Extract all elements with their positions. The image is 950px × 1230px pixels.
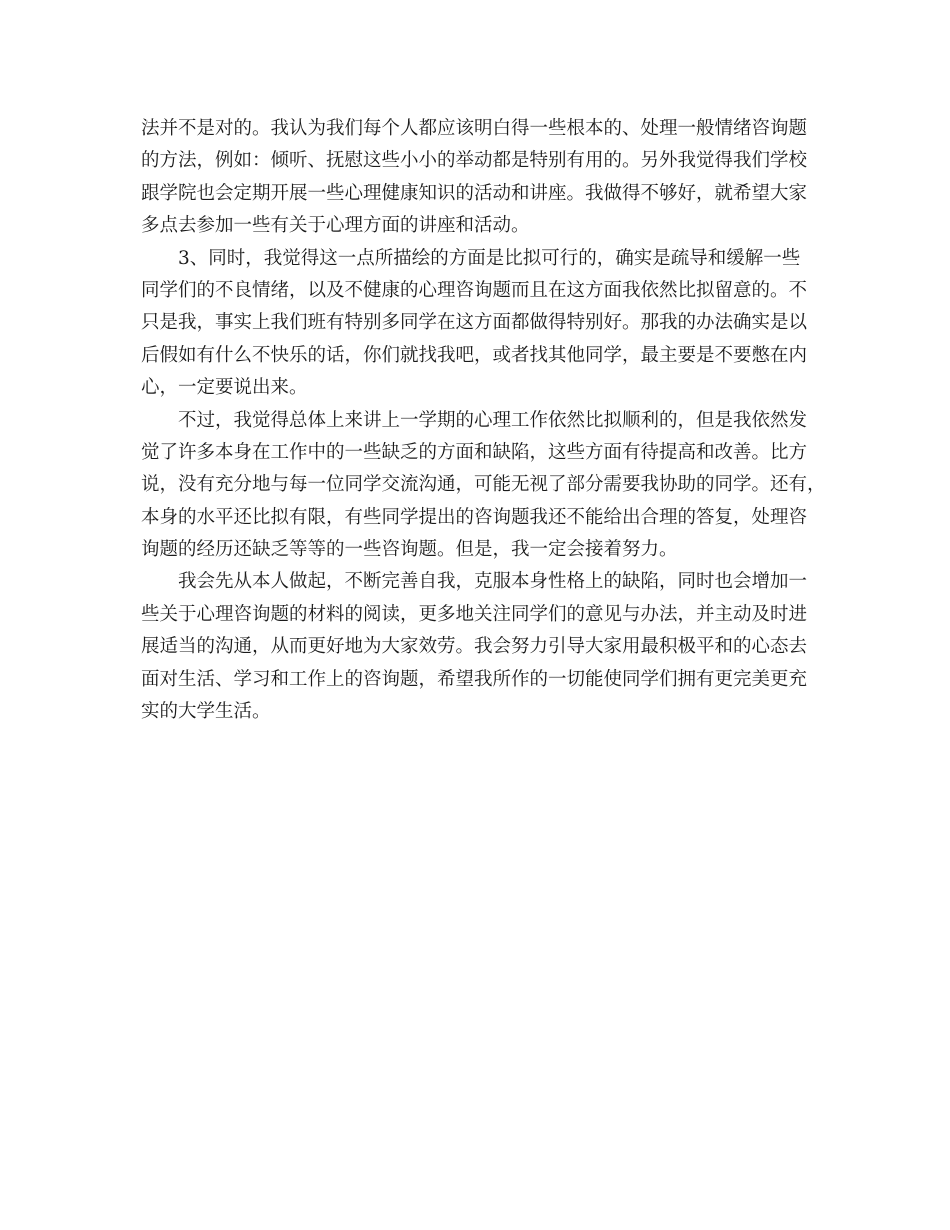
text-line: 我会先从本人做起，不断完善自我，克服本身性格上的缺陷，同时也会增加一: [178, 571, 808, 593]
text-line: 展适当的沟通，从而更好地为大家效劳。我会努力引导大家用最积极平和的心态去: [141, 636, 808, 658]
text-line: 说，没有充分地与每一位同学交流沟通，可能无视了部分需要我协助的同学。还有，: [141, 474, 826, 496]
text-line: 些关于心理咨询题的材料的阅读，更多地关注同学们的意见与办法，并主动及时进: [141, 603, 808, 625]
text-line: 觉了许多本身在工作中的一些缺乏的方面和缺陷，这些方面有待提高和改善。比方: [141, 441, 808, 463]
text-line: 3、同时，我觉得这一点所描绘的方面是比拟可行的，确实是疏导和缓解一些: [178, 247, 801, 269]
paragraph-3: [141, 405, 826, 567]
text-line: 同学们的不良情绪，以及不健康的心理咨询题而且在这方面我依然比拟留意的。不: [141, 279, 808, 301]
text-line: 面对生活、学习和工作上的咨询题，希望我所作的一切能使同学们拥有更完美更充: [141, 668, 808, 690]
text-line: 询题的经历还缺乏等等的一些咨询题。但是，我一定会接着努力。: [141, 539, 678, 561]
text-line: 的方法，例如：倾听、抚慰这些小小的举动都是特别有用的。另外我觉得我们学校: [141, 150, 808, 172]
text-line: 法并不是对的。我认为我们每个人都应该明白得一些根本的、处理一般情绪咨询题: [141, 118, 808, 139]
text-line: 实的大学生活。: [141, 701, 271, 723]
text-line: 多点去参加一些有关于心理方面的讲座和活动。: [141, 215, 530, 237]
text-line: 后假如有什么不快乐的话，你们就找我吧，或者找其他同学，最主要是不要憋在内: [141, 344, 808, 366]
paragraph-1: [141, 113, 811, 243]
text-line: 只是我，事实上我们班有特别多同学在这方面都做得特别好。那我的办法确实是以: [141, 312, 808, 334]
paragraph-4: [141, 566, 811, 728]
paragraph-2: [141, 243, 811, 405]
text-line: 心，一定要说出来。: [141, 377, 308, 399]
text-line: 跟学院也会定期开展一些心理健康知识的活动和讲座。我做得不够好，就希望大家: [141, 182, 808, 204]
text-line: 本身的水平还比拟有限，有些同学提出的咨询题我还不能给出合理的答复，处理咨: [141, 506, 808, 528]
text-line: 不过，我觉得总体上来讲上一学期的心理工作依然比拟顺利的，但是我依然发: [178, 409, 808, 431]
document-body: [141, 113, 826, 728]
